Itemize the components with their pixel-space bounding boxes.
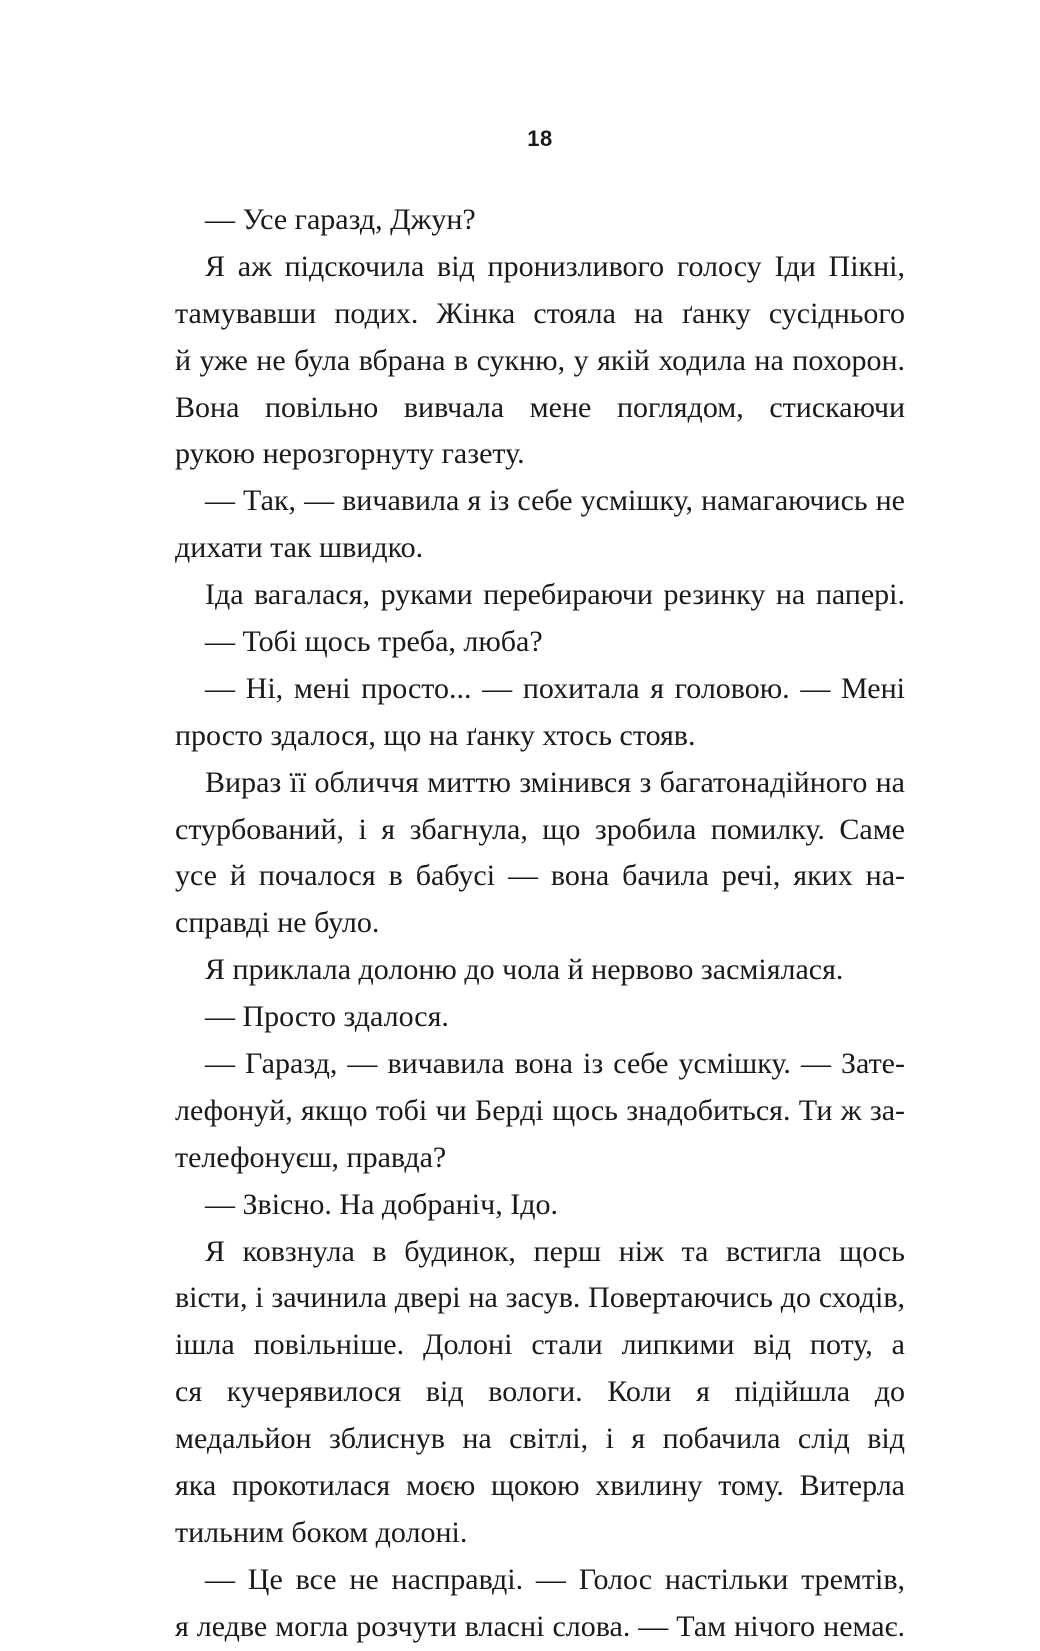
text-line: тамувавши подих. Жінка стояла на ґанку сусіднього [175, 296, 905, 330]
text-line: Я ковзнула в будинок, перш ніж та встигла щось [205, 1234, 905, 1268]
text-line: Іда вагалася, руками перебираючи резинку на папері. [205, 578, 905, 612]
text-line: вісти, і зачинила двері на засув. Повертаючись до сходів, [175, 1281, 905, 1315]
text-line: справді не було. [175, 906, 380, 940]
text-line: — Це все не насправді. — Голос настільки тремтів, [205, 1562, 905, 1596]
page-number: 18 [527, 126, 553, 151]
text-line: — Гаразд, — вичавила вона із себе усмішку. — Зате- [205, 1047, 905, 1081]
text-line: стурбований, і я збагнула, що зробила помилку. Саме [175, 812, 905, 846]
text-line: Я аж підскочила від пронизливого голосу Іди Пікні, [205, 249, 905, 283]
text-line: — Так, — вичавила я із себе усмішку, намагаючись не [205, 484, 905, 518]
text-line: телефонуєш, правда? [175, 1140, 447, 1174]
text-line: яка прокотилася моєю щокою хвилину тому. Витерла [175, 1469, 905, 1503]
text-line: — Усе гаразд, Джун? [205, 203, 476, 236]
text-line: ся кучерявилося від вологи. Коли я підійшла до [175, 1375, 905, 1409]
text-line: — Просто здалося. [205, 1000, 449, 1034]
text-line: Я приклала долоню до чола й нервово засміялася. [205, 953, 844, 987]
text-line: медальйон зблиснув на світлі, і я побачила слід від [175, 1422, 905, 1456]
text-line: ішла повільніше. Долоні стали липкими від поту, а [175, 1328, 905, 1362]
text-line: просто здалося, що на ґанку хтось стояв. [175, 718, 696, 752]
text-line: лефонуй, якщо тобі чи Берді щось знадобиться. Ти ж за- [175, 1093, 905, 1127]
text-line: тильним боком долоні. [175, 1515, 468, 1549]
text-line: — Тобі щось треба, люба? [205, 625, 543, 659]
text-line: дихати так швидко. [175, 531, 424, 565]
text-line: Вона повільно вивчала мене поглядом, стискаючи [175, 390, 905, 424]
text-line: — Звісно. На добраніч, Ідо. [205, 1187, 558, 1221]
text-line: й уже не була вбрана в сукню, у якій ходила на похорон. [175, 343, 905, 377]
text-line: я ледве могла розчути власні слова. — Там нічого немає. [175, 1609, 905, 1643]
text-line: — Ні, мені просто... — похитала я головою. — Мені [205, 671, 905, 705]
text-line: рукою нерозгорнуту газету. [175, 437, 525, 471]
text-line: Вираз її обличчя миттю змінився з багатонадійного на [205, 765, 905, 799]
text-line: усе й почалося в бабусі — вона бачила речі, яких на- [175, 859, 905, 893]
body-text [175, 197, 905, 1651]
